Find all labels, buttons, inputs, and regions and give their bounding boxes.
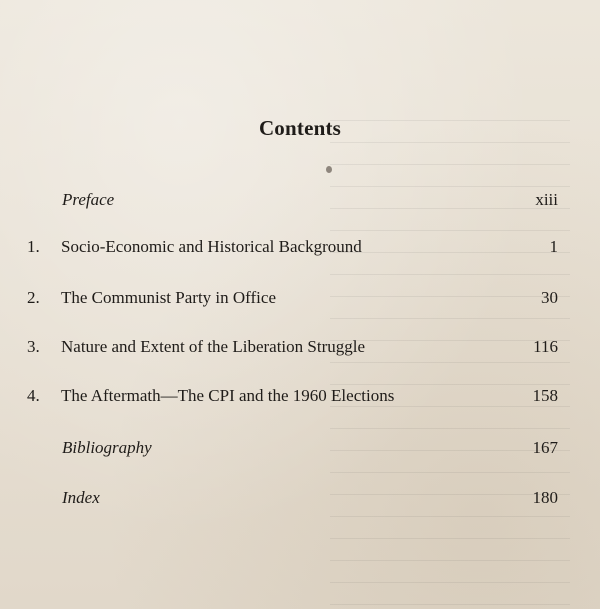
toc-entry-title: The Aftermath—The CPI and the 1960 Elections bbox=[61, 386, 395, 405]
toc-entry-page: 158 bbox=[532, 386, 558, 405]
toc-entry-page: 167 bbox=[532, 438, 558, 457]
toc-entry-page: 30 bbox=[541, 288, 558, 307]
toc-entry-number: 4. bbox=[27, 386, 40, 405]
toc-entry-number: 2. bbox=[27, 288, 40, 307]
toc-entry-title: Socio-Economic and Historical Background bbox=[61, 237, 362, 256]
toc-entry-title: The Communist Party in Office bbox=[61, 288, 276, 307]
toc-entry-bibliography bbox=[0, 435, 600, 461]
page-title: Contents bbox=[258, 116, 342, 140]
toc-entry-index bbox=[0, 485, 600, 511]
toc-entry-chapter-4 bbox=[0, 383, 600, 409]
toc-entry-page: 1 bbox=[549, 237, 558, 256]
toc-entry-number: 3. bbox=[27, 337, 40, 356]
toc-entry-chapter-1 bbox=[0, 234, 600, 260]
toc-entry-title: Nature and Extent of the Liberation Struggle bbox=[61, 337, 366, 356]
toc-entry-page: 180 bbox=[532, 488, 558, 507]
toc-entry-page: xiii bbox=[535, 190, 558, 209]
toc-entry-title: Index bbox=[62, 488, 100, 507]
toc-entry-title: Preface bbox=[62, 190, 115, 209]
toc-entry-preface bbox=[0, 187, 600, 213]
toc-entry-title: Bibliography bbox=[62, 438, 152, 457]
toc-entry-number: 1. bbox=[27, 237, 40, 256]
toc-entry-chapter-3 bbox=[0, 334, 600, 360]
toc-entry-chapter-2 bbox=[0, 285, 600, 311]
toc-entry-page: 116 bbox=[533, 337, 558, 356]
